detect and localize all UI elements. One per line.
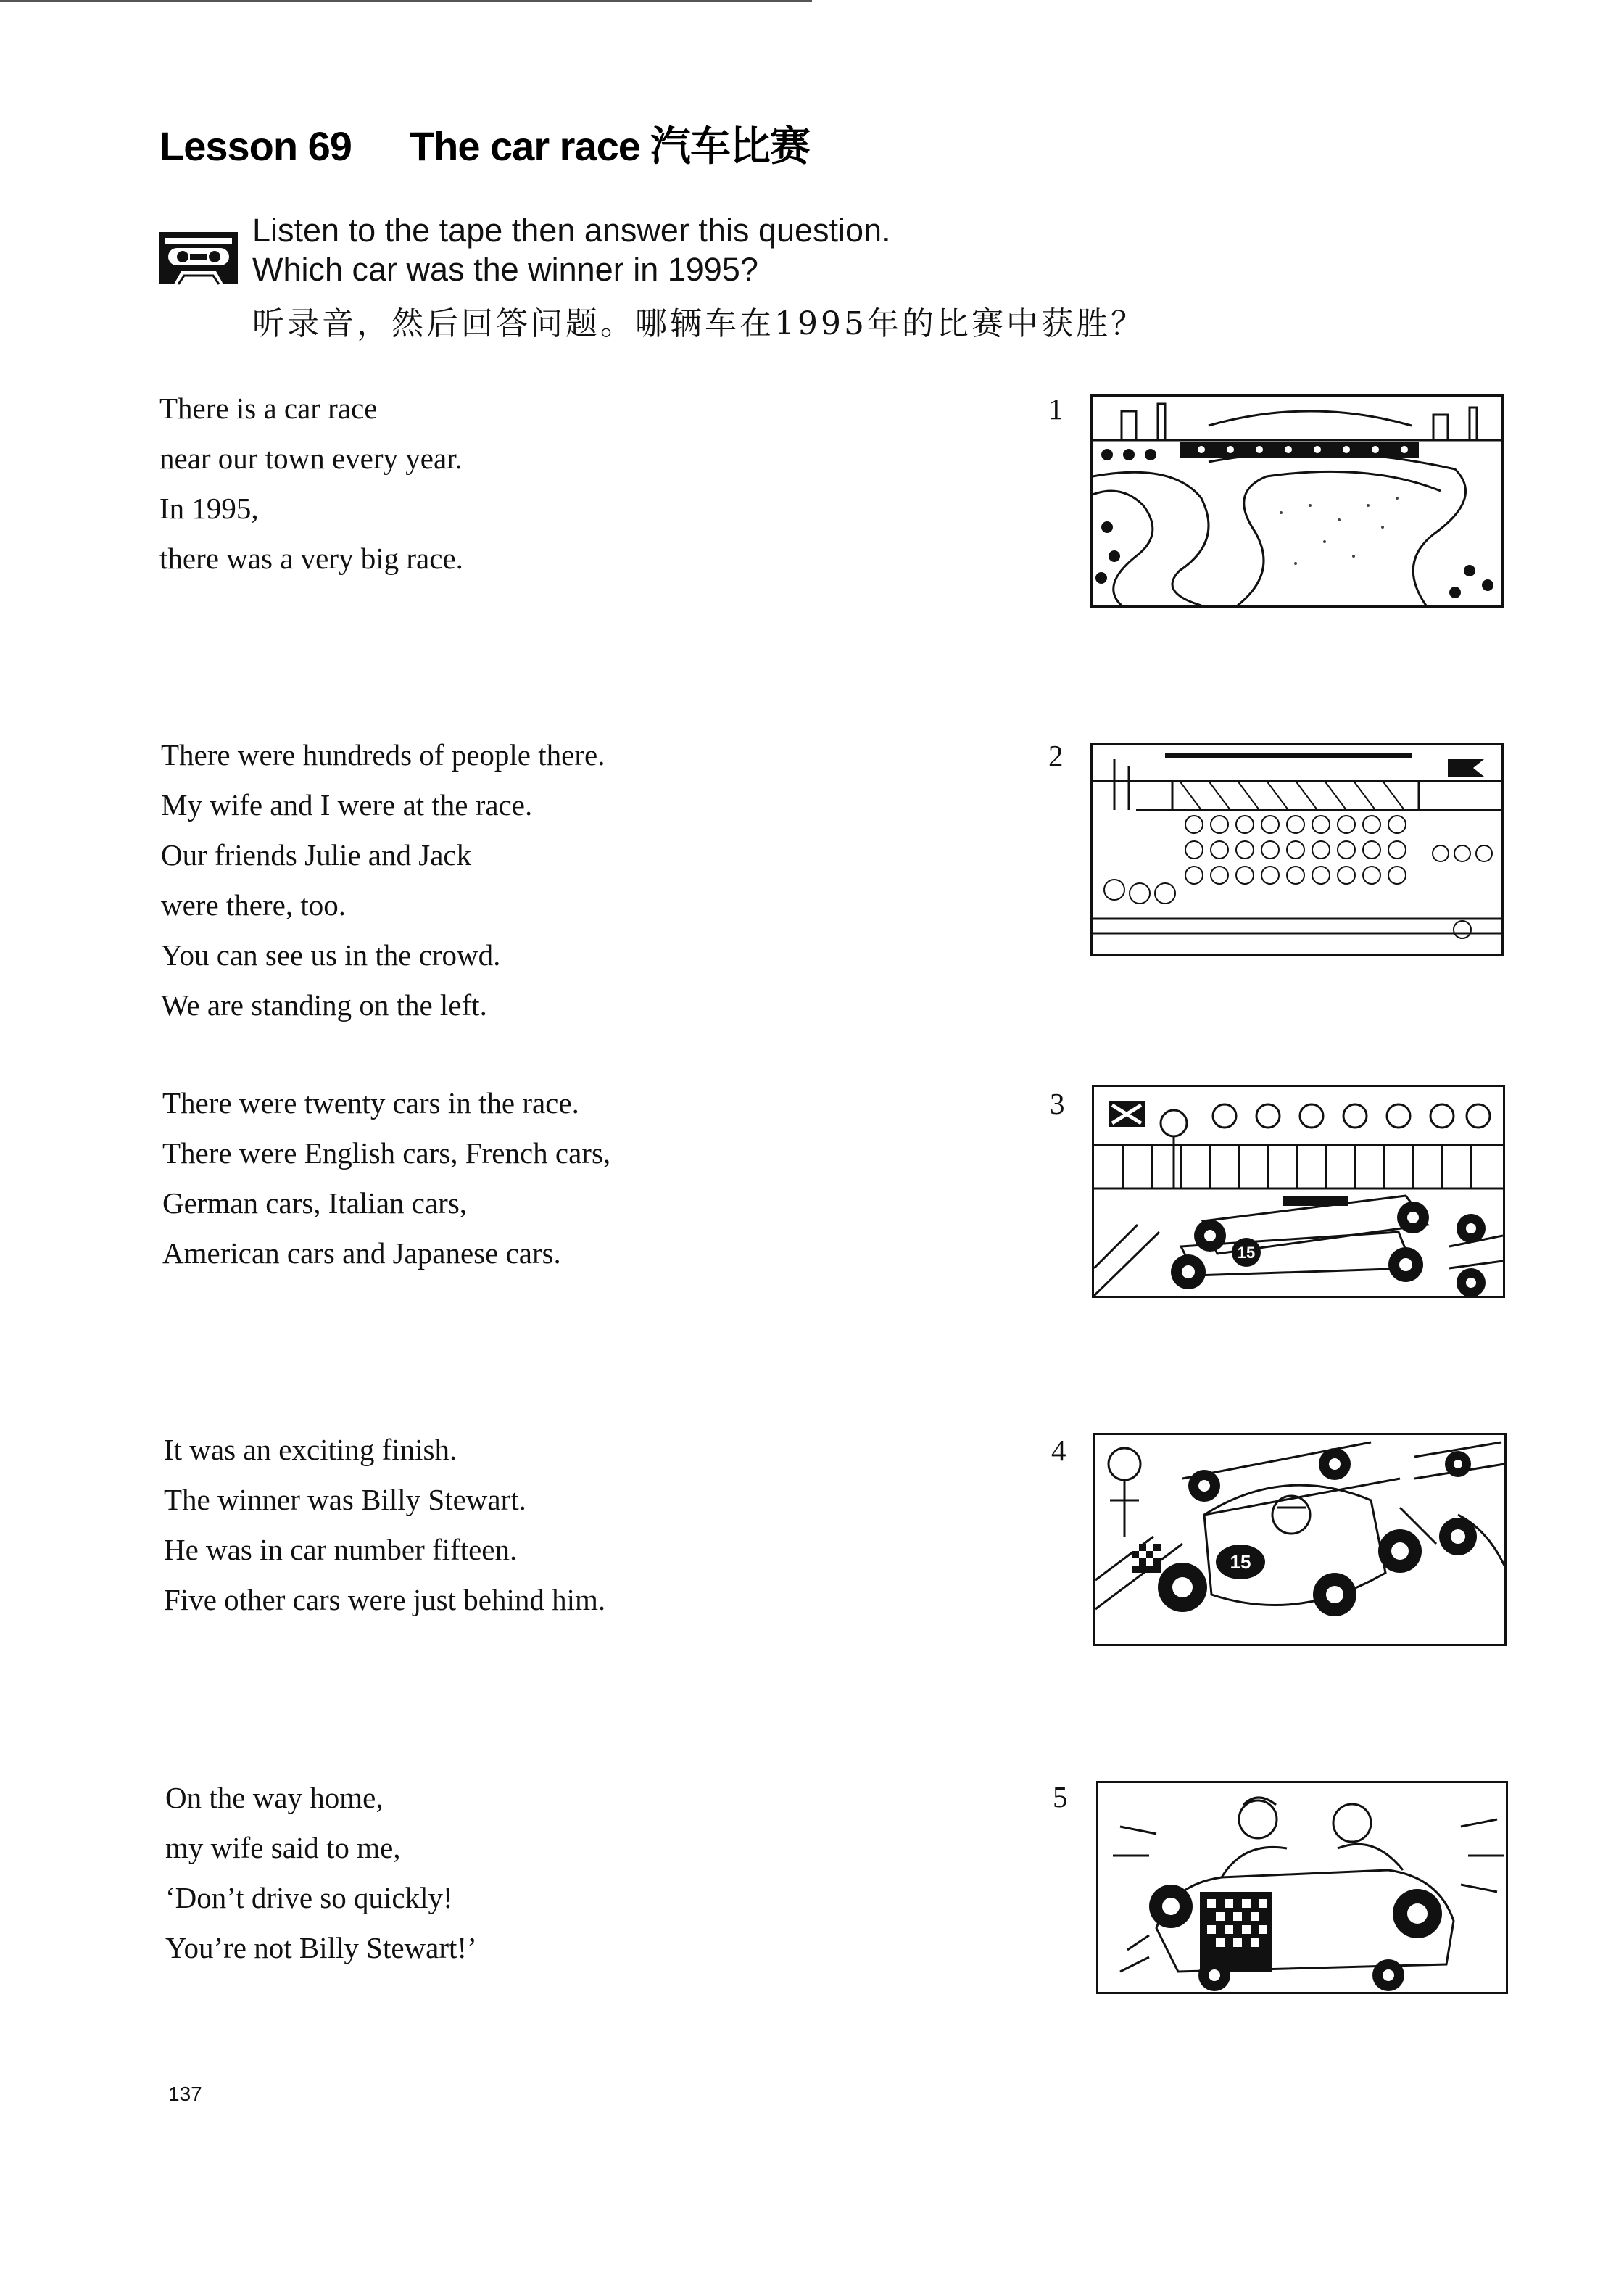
paragraph-line: It was an exciting finish. [164, 1433, 457, 1466]
page-number: 137 [168, 2083, 202, 2105]
paragraph-line: there was a very big race. [160, 542, 463, 575]
instruction-line-1: Listen to the tape then answer this question. [252, 212, 891, 249]
paragraph-line: American cars and Japanese cars. [162, 1236, 561, 1270]
race-track-illustration [1090, 394, 1504, 608]
paragraph-3 [162, 1078, 996, 1278]
instruction-chinese: 听录音，然后回答问题。哪辆车在1995年的比赛中获胜？ [252, 305, 1146, 342]
instruction-line-2: Which car was the winner in 1995? [252, 251, 758, 288]
paragraph-line: were there, too. [161, 888, 346, 922]
paragraph-line: You’re not Billy Stewart!’ [165, 1931, 477, 1964]
paragraph-line: You can see us in the crowd. [161, 938, 501, 972]
paragraph-line: There were English cars, French cars, [162, 1136, 611, 1170]
starting-grid-illustration [1092, 1085, 1505, 1298]
paragraph-line: German cars, Italian cars, [162, 1186, 468, 1220]
paragraph-line: My wife and I were at the race. [161, 788, 533, 822]
lesson-title [160, 115, 810, 173]
lesson-name: The car race [409, 123, 640, 169]
paragraph-4 [164, 1425, 998, 1625]
paragraph-line: There is a car race [160, 392, 378, 425]
paragraph-line: my wife said to me, [165, 1831, 401, 1864]
picture-number-5: 5 [1053, 1780, 1068, 1814]
driving-home-illustration [1096, 1781, 1508, 1994]
paragraph-line: ‘Don’t drive so quickly! [165, 1881, 453, 1914]
picture-number-2: 2 [1048, 739, 1064, 772]
picture-number-4: 4 [1051, 1434, 1066, 1467]
paragraph-line: Five other cars were just behind him. [164, 1583, 606, 1616]
paragraph-line: near our town every year. [160, 442, 463, 475]
paragraph-line: The winner was Billy Stewart. [164, 1483, 526, 1516]
picture-number-3: 3 [1050, 1087, 1065, 1120]
paragraph-line: On the way home, [165, 1781, 384, 1814]
picture-number-1: 1 [1048, 392, 1064, 426]
paragraph-line: Our friends Julie and Jack [161, 838, 472, 872]
winner-car-number: 15 [1230, 1551, 1251, 1573]
paragraph-line: He was in car number fifteen. [164, 1533, 518, 1566]
crowd-illustration [1090, 743, 1504, 956]
paragraph-5 [165, 1773, 999, 1973]
paragraph-1 [160, 384, 993, 584]
top-rule [0, 0, 812, 2]
paragraph-line: In 1995, [160, 492, 259, 525]
paragraph-line: We are standing on the left. [161, 988, 487, 1022]
lesson-name-zh: 汽车比赛 [650, 123, 810, 169]
finish-line-illustration [1093, 1433, 1507, 1646]
car-number-label: 15 [1237, 1244, 1256, 1262]
paragraph-line: There were hundreds of people there. [161, 738, 605, 772]
paragraph-line: There were twenty cars in the race. [162, 1086, 579, 1120]
cassette-tape-icon [158, 229, 239, 287]
lesson-number: Lesson 69 [160, 123, 352, 169]
paragraph-2 [161, 730, 995, 1030]
